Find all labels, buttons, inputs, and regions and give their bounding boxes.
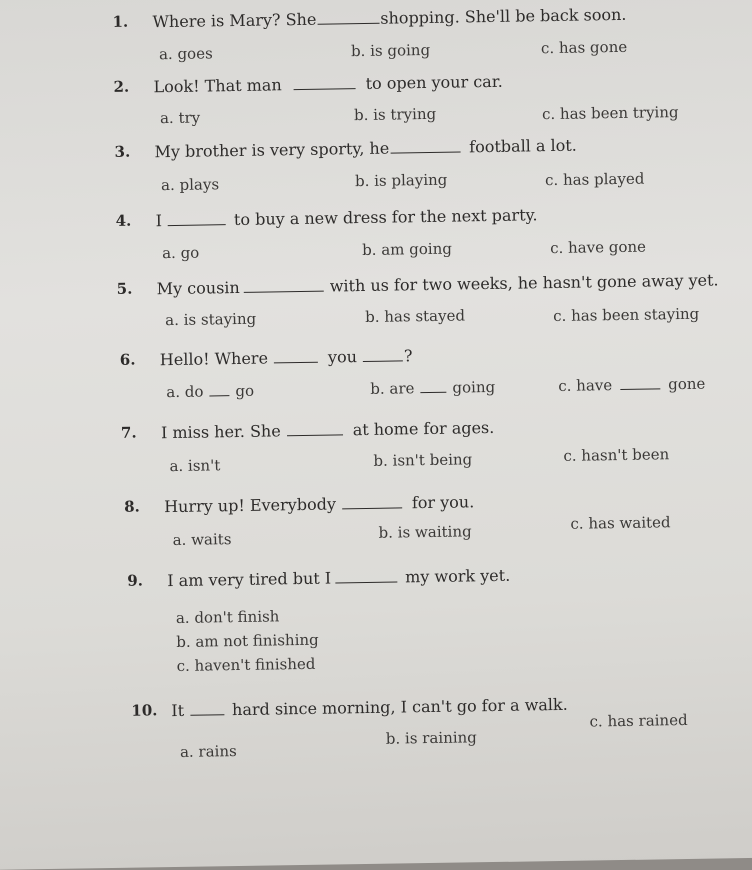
question-text xyxy=(160,346,413,369)
option-c[interactable]: c. have gone xyxy=(549,237,647,258)
question-text xyxy=(153,72,502,96)
option-b[interactable]: b. isn't being xyxy=(373,450,473,470)
option-c[interactable]: c. has been trying xyxy=(541,103,679,124)
option-text: b. are xyxy=(370,379,415,398)
answer-blank[interactable] xyxy=(342,506,402,509)
question-text-part: My brother is very sporty, he xyxy=(154,138,390,162)
answer-blank[interactable] xyxy=(317,22,379,25)
option-a[interactable]: a. rains xyxy=(179,742,237,761)
question-text-part: hard since morning, I can't go for a walk. xyxy=(231,694,568,720)
option-a[interactable]: a. isn't xyxy=(169,456,221,476)
question-text-part: to open your car. xyxy=(365,71,503,93)
question-text-part: I am very tired but I xyxy=(167,568,332,591)
question-text-part: My cousin xyxy=(156,277,240,299)
option-b[interactable]: b. is trying xyxy=(353,104,437,125)
option-a[interactable]: a. don't finish xyxy=(175,607,280,627)
question-text-part: Hello! Where xyxy=(159,348,269,370)
question-text-part: for you. xyxy=(411,492,475,513)
option-c[interactable]: c. has been staying xyxy=(553,304,700,326)
option-b[interactable]: b. is going xyxy=(350,40,431,61)
option-c[interactable]: c. haven't finished xyxy=(176,654,316,675)
question-text xyxy=(167,566,510,590)
answer-blank[interactable] xyxy=(420,391,446,393)
question-number: 1. xyxy=(112,12,129,31)
question-number: 6. xyxy=(119,350,136,369)
question-text xyxy=(155,205,537,230)
answer-blank[interactable] xyxy=(190,713,224,716)
answer-blank[interactable] xyxy=(294,87,356,90)
option-a[interactable]: a. try xyxy=(159,108,201,128)
option-b[interactable]: b. am going xyxy=(361,239,453,260)
answer-blank[interactable] xyxy=(210,394,230,396)
answer-blank[interactable] xyxy=(244,290,324,293)
option-text: c. have xyxy=(558,376,613,395)
option-b[interactable]: b. has stayed xyxy=(365,306,466,326)
answer-blank[interactable] xyxy=(620,387,660,390)
question-text xyxy=(161,418,495,442)
question-text-part: with us for two weeks, he hasn't gone away yet. xyxy=(329,270,719,296)
question-text xyxy=(171,695,568,720)
question-text xyxy=(152,5,626,31)
answer-blank[interactable] xyxy=(390,150,460,153)
answer-blank[interactable] xyxy=(363,359,403,362)
option-c[interactable]: c. has waited xyxy=(570,513,671,533)
answer-blank[interactable] xyxy=(335,581,397,584)
option-a[interactable]: a. waits xyxy=(172,530,232,550)
option-c[interactable]: c. has gone xyxy=(540,37,628,58)
question-text-part: you xyxy=(327,347,358,367)
option-text: gone xyxy=(668,374,706,394)
question-number: 2. xyxy=(113,77,130,96)
option-c[interactable]: c. has rained xyxy=(589,710,688,731)
question-number: 3. xyxy=(114,142,131,161)
question-text-part: to buy a new dress for the next party. xyxy=(233,205,538,230)
answer-blank[interactable] xyxy=(287,433,343,436)
option-b[interactable]: b. am not finishing xyxy=(176,630,319,651)
question-number: 10. xyxy=(131,701,158,720)
question-number: 8. xyxy=(123,497,140,516)
question-text xyxy=(154,136,577,162)
question-text-part: my work yet. xyxy=(404,565,511,587)
question-number: 5. xyxy=(116,279,133,298)
question-text-part: I miss her. She xyxy=(160,421,281,443)
option-b[interactable]: b. is playing xyxy=(354,170,448,191)
question-number: 9. xyxy=(127,571,144,590)
question-text-part: Look! That man xyxy=(153,75,282,97)
question-text-part: ? xyxy=(403,346,413,366)
option-a[interactable]: a. plays xyxy=(160,175,220,195)
question-text-part: shopping. She'll be back soon. xyxy=(380,4,627,28)
question-text-part: at home for ages. xyxy=(352,417,495,440)
question-text-part: Where is Mary? She xyxy=(152,9,317,32)
question-text-part: football a lot. xyxy=(469,135,577,157)
question-text-part: I xyxy=(155,211,163,231)
option-a[interactable] xyxy=(166,382,254,401)
option-c[interactable]: c. has played xyxy=(544,169,645,190)
option-b[interactable]: b. is waiting xyxy=(378,522,472,542)
option-text: going xyxy=(452,377,496,397)
option-a[interactable]: a. go xyxy=(162,243,200,263)
question-text xyxy=(164,492,474,516)
option-b[interactable] xyxy=(370,378,495,398)
answer-blank[interactable] xyxy=(168,223,226,226)
question-number: 4. xyxy=(115,211,132,230)
answer-blank[interactable] xyxy=(274,361,318,364)
question-text xyxy=(157,270,719,298)
option-text: go xyxy=(235,381,255,401)
question-text-part: Hurry up! Everybody xyxy=(163,494,337,517)
option-b[interactable]: b. is raining xyxy=(385,728,477,748)
question-text-part: It xyxy=(171,700,185,721)
option-a[interactable]: a. is staying xyxy=(165,309,257,330)
option-text: a. do xyxy=(166,382,204,402)
option-c[interactable] xyxy=(558,375,705,395)
question-number: 7. xyxy=(120,423,137,442)
option-a[interactable]: a. goes xyxy=(158,44,213,64)
option-c[interactable]: c. hasn't been xyxy=(563,445,670,465)
